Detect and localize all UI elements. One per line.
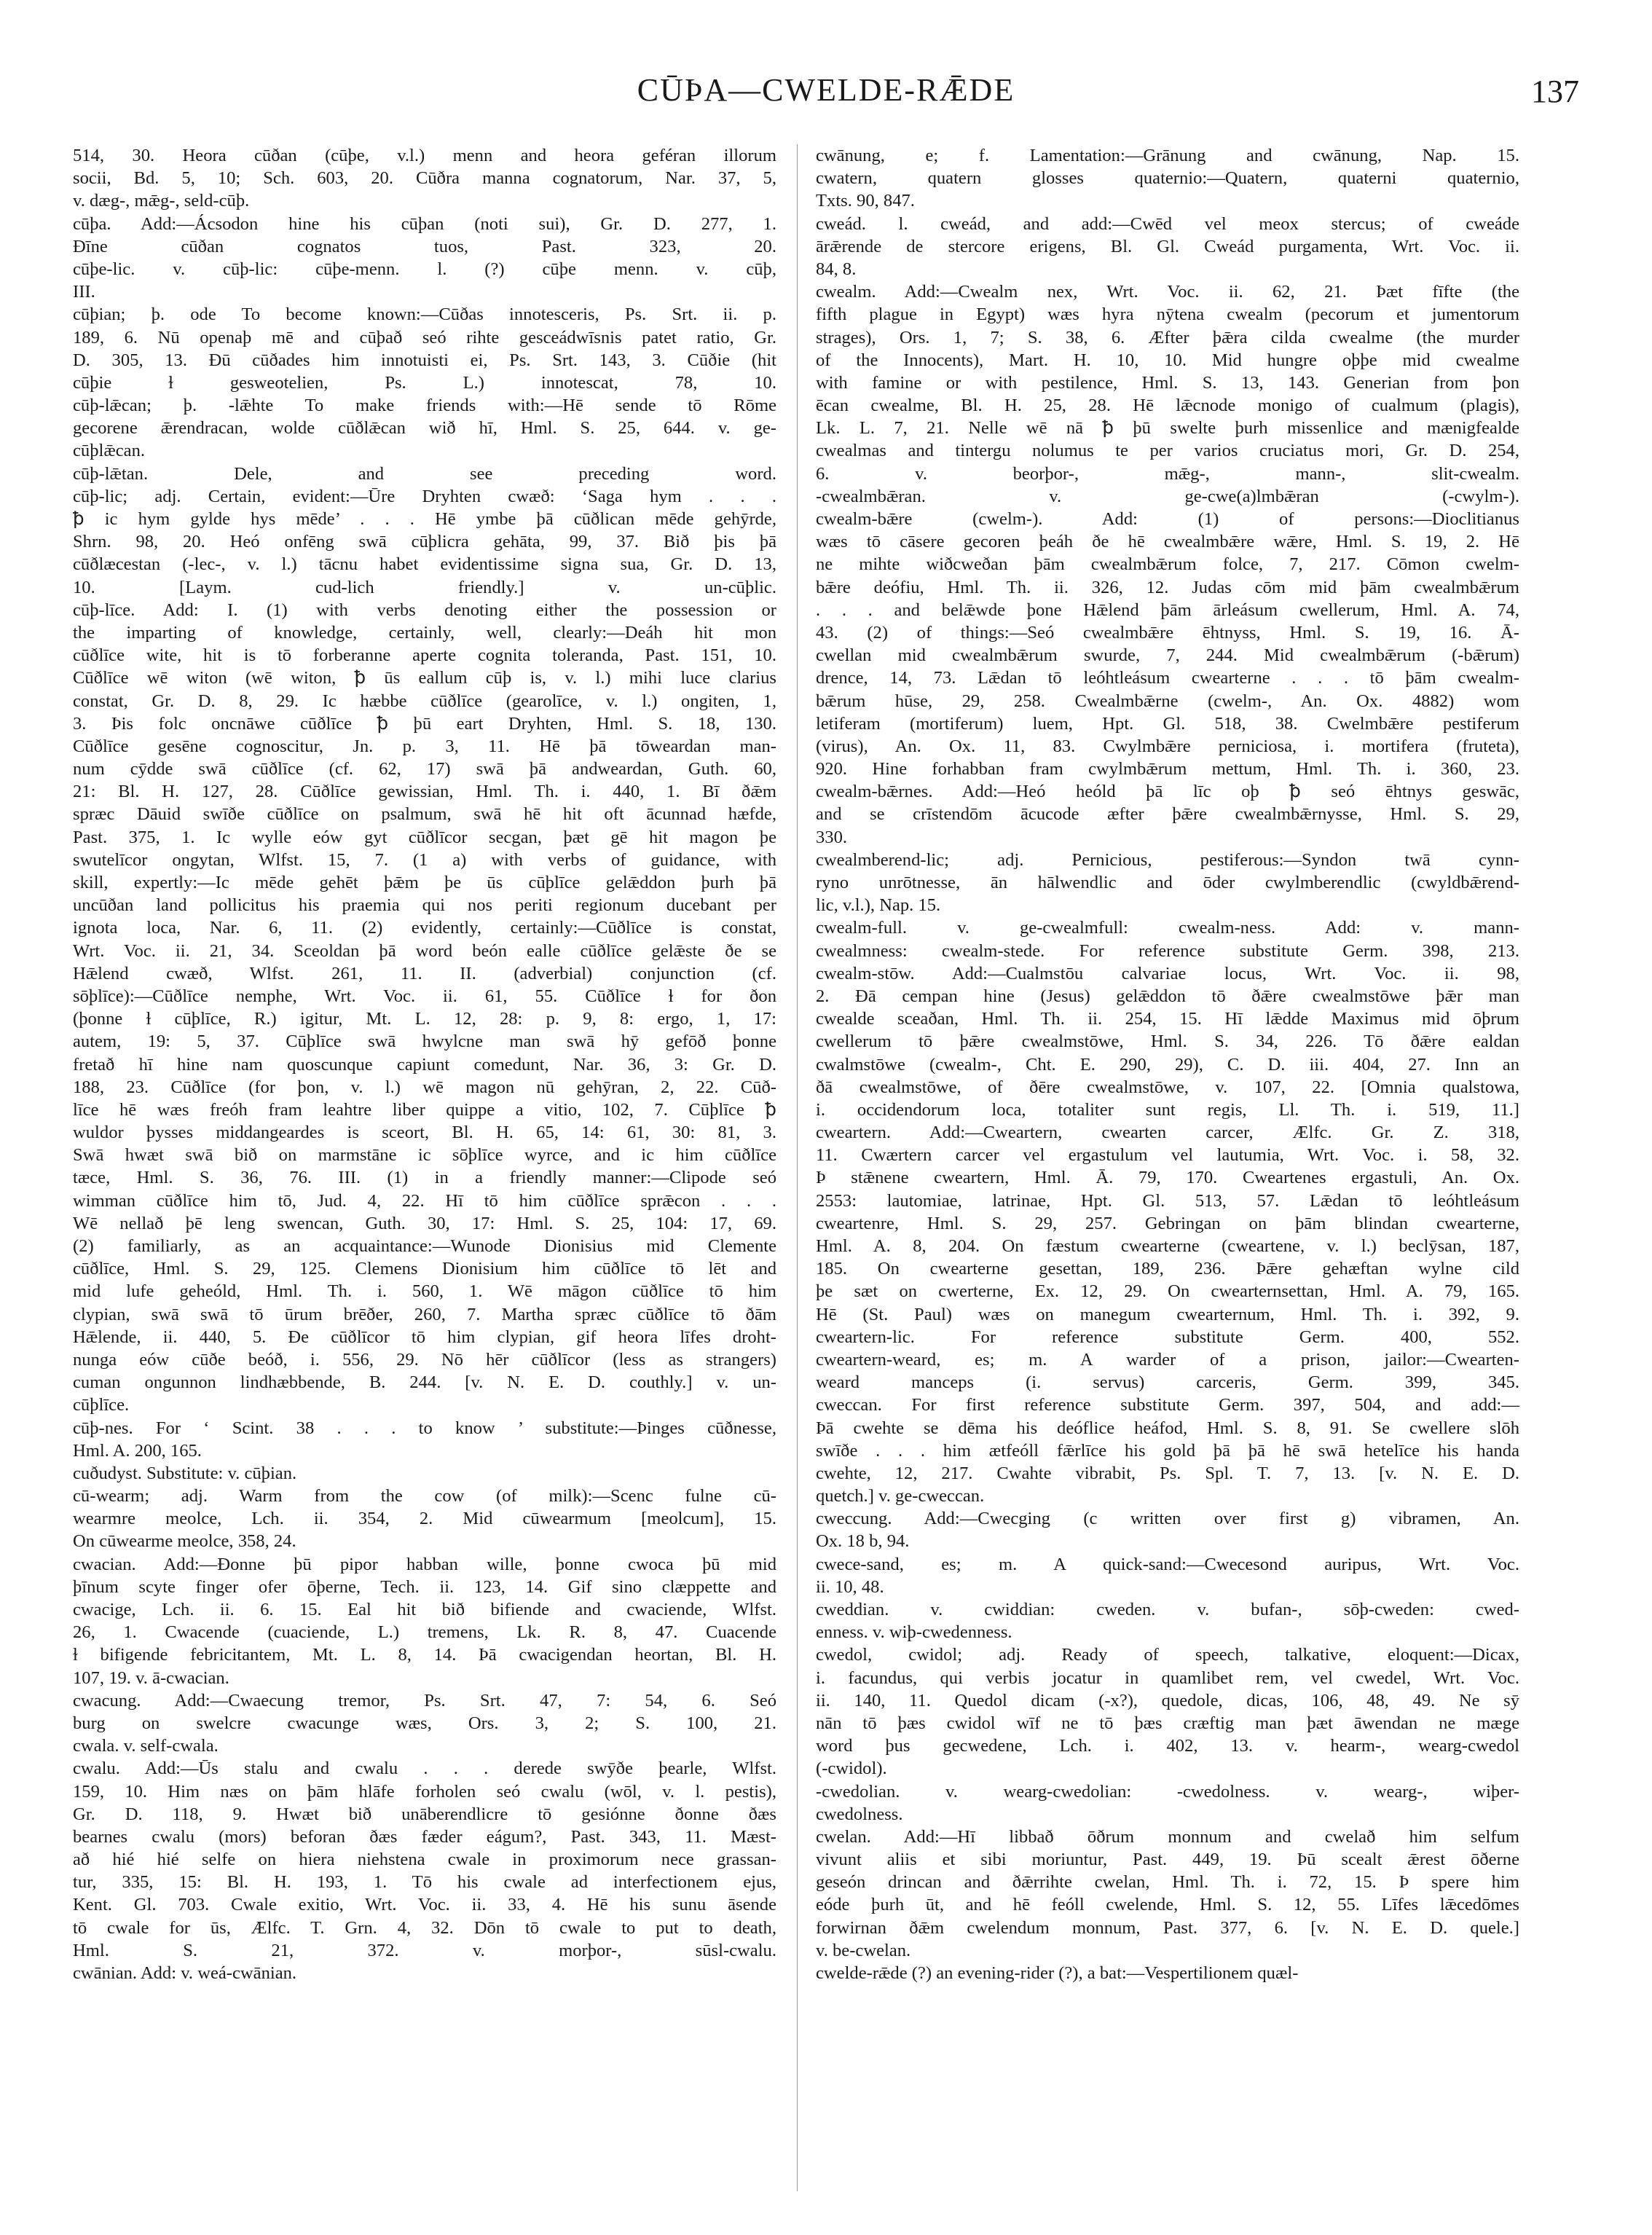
dictionary-text-line: Þā cwehte se dēma his deóflice heáfod, Hml. S. 8, 91. Se cwellere slōh: [816, 1418, 1519, 1438]
dictionary-text-line: cwealm. Add:—Cwealm nex, Wrt. Voc. ii. 62, 21. Þæt fīfte (the: [816, 282, 1519, 302]
dictionary-text-line: 11. Cwærtern carcer vel ergastulum vel lautumia, Wrt. Voc. i. 58, 32.: [816, 1145, 1519, 1166]
dictionary-text-line: fifth plague in Egypt) wæs hyra nȳtena cwealm (pecorum et jumentorum: [816, 305, 1519, 325]
dictionary-text-line: ignota loca, Nar. 6, 11. (2) evidently, certainly:—Cūðlīce is constat,: [73, 918, 776, 938]
dictionary-text-line: 185. On cwearterne gesettan, 189, 236. Þǣre gehæftan wylne cild: [816, 1259, 1519, 1279]
dictionary-text-line: cwacian. Add:—Ðonne þū pipor habban wille, þonne cwoca þū mid: [73, 1554, 776, 1574]
dictionary-text-line: v. dæg-, mǣg-, seld-cūþ.: [73, 191, 250, 211]
dictionary-text-line: cūþ-nes. For ‘ Scint. 38 . . . to know ’ substitute:—Þinges cūðnesse,: [73, 1418, 776, 1438]
dictionary-text-line: uncūðan land pollicitus his praemia qui nos periti regionum ducebant per: [73, 895, 776, 916]
dictionary-text-line: ii. 140, 11. Quedol dicam (-x?), quedole, dicas, 106, 48, 49. Ne sȳ: [816, 1690, 1519, 1710]
dictionary-text-line: Kent. Gl. 703. Cwale exitio, Wrt. Voc. ii. 33, 4. Hē his sunu āsende: [73, 1895, 776, 1915]
dictionary-text-line: constat, Gr. D. 8, 29. Ic hæbbe cūðlīce (gearolīce, v. l.) ongiten, 1,: [73, 691, 776, 711]
dictionary-text-line: līce hē wæs freóh fram leahtre liber quippe a vitio, 102, 7. Cūþlīce ꝥ: [73, 1099, 776, 1120]
dictionary-text-line: strages), Ors. 1, 7; S. 38, 6. Æfter þǣra cilda cwealme (the murder: [816, 327, 1519, 347]
dictionary-text-line: nunga eów cūðe beóð, i. 556, 29. Nō hēr cūðlīcor (less as strangers): [73, 1349, 776, 1370]
dictionary-text-line: cū-wearm; adj. Warm from the cow (of milk):—Scenc fulne cū-: [73, 1486, 776, 1507]
dictionary-text-line: wearmre meolce, Lch. ii. 354, 2. Mid cūwearmum [meolcum], 15.: [73, 1509, 776, 1529]
dictionary-text-line: cwealmberend-lic; adj. Pernicious, pestiferous:—Syndon twā cynn-: [816, 849, 1519, 870]
dictionary-text-line: 159, 10. Him næs on þām hlāfe forholen seó cwalu (wōl, v. l. pestis),: [73, 1781, 776, 1802]
dictionary-text-line: skill, expertly:—Ic mēde gehēt þǣm þe ūs cūþlīce gelǣddon þurh þā: [73, 873, 776, 892]
dictionary-text-line: III.: [73, 282, 95, 302]
dictionary-text-line: cwelde-rǣde (?) an evening-rider (?), a bat:—Vespertilionem quæl-: [816, 1963, 1299, 1983]
dictionary-text-line: 84, 8.: [816, 259, 857, 279]
dictionary-text-line: vivunt aliis et sibi moriuntur, Past. 449, 19. Þū scealt ǣrest ōðerne: [816, 1850, 1519, 1870]
dictionary-text-line: quetch.] v. ge-cweccan.: [816, 1486, 985, 1507]
dictionary-text-line: Ox. 18 b, 94.: [816, 1531, 910, 1552]
dictionary-text-line: cwealmas and tintergu nolumus te per varios cruciatus mori, Gr. D. 254,: [816, 441, 1519, 461]
dictionary-text-line: i. occidendorum loca, totaliter sunt regis, Ll. Th. i. 519, 11.]: [816, 1099, 1519, 1120]
dictionary-text-line: Cūðlīce gesēne cognoscitur, Jn. p. 3, 11. Hē þā tōweardan man-: [73, 736, 776, 756]
dictionary-text-line: Hml. A. 200, 165.: [73, 1440, 202, 1461]
dictionary-text-line: the imparting of knowledge, certainly, well, clearly:—Deáh hit mon: [73, 622, 776, 643]
dictionary-text-line: Gr. D. 118, 9. Hwæt bið unāberendlicre tō gesiónne ðonne ðæs: [73, 1804, 776, 1824]
dictionary-text-line: cwealm-stōw. Add:—Cualmstōu calvariae locus, Wrt. Voc. ii. 98,: [816, 963, 1519, 983]
dictionary-text-line: Hǣlende, ii. 440, 5. Ðe cūðlīcor tō him clypian, gif heora līfes droht-: [73, 1327, 776, 1347]
dictionary-text-line: cwala. v. self-cwala.: [73, 1736, 219, 1756]
dictionary-text-line: Wrt. Voc. ii. 21, 34. Sceoldan þā word beón ealle cūðlīce gelǣste ðe se: [73, 940, 776, 961]
dictionary-text-line: Txts. 90, 847.: [816, 191, 915, 211]
dictionary-text-line: cweartern. Add:—Cweartern, cwearten carcer, Ælfc. Gr. Z. 318,: [816, 1123, 1519, 1143]
dictionary-text-line: cwedolness.: [816, 1804, 903, 1824]
dictionary-text-line: cwellan mid cwealmbǣrum swurde, 7, 244. Mid cwealmbǣrum (-bǣrum): [816, 645, 1519, 666]
dictionary-text-line: nān tō þæs cwidol wīf ne tō þæs cræftig man þæt āwendan ne mæge: [816, 1713, 1519, 1733]
dictionary-text-line: mid lufe geheóld, Hml. Th. i. 560, 1. Wē māgon cūðlīce tō him: [73, 1281, 776, 1302]
dictionary-text-line: cwalmstōwe (cwealm-, Cht. E. 290, 29), C. D. iii. 404, 27. Inn an: [816, 1054, 1519, 1075]
dictionary-text-line: 188, 23. Cūðlīce (for þon, v. l.) wē magon nū gehȳran, 2, 22. Cūð-: [73, 1077, 776, 1097]
dictionary-text-line: cwealm-bǣrnes. Add:—Heó heóld þā līc oþ ꝥ seó ēhtnys geswāc,: [816, 782, 1519, 802]
dictionary-text-line: swīðe . . . him ætfeóll fǣrlīce his gold þā þā hē swā hetelīce his handa: [816, 1440, 1519, 1461]
dictionary-text-line: cūþe-lic. v. cūþ-lic: cūþe-menn. l. (?) cūþe menn. v. cūþ,: [73, 259, 776, 279]
dictionary-text-line: þe sæt on cwerterne, Ex. 12, 29. On cwearternsettan, Hml. A. 79, 165.: [816, 1281, 1519, 1302]
dictionary-text-line: ēcan cwealme, Bl. H. 25, 28. Hē lǣcnode monigo of cualmum (plagis),: [816, 396, 1519, 416]
dictionary-text-line: 10. [Laym. cud-lich friendly.] v. un-cūþlic.: [73, 577, 776, 597]
dictionary-text-line: cūðlīce, Hml. S. 29, 125. Clemens Dionisium him cūðlīce tō lēt and: [73, 1259, 776, 1279]
dictionary-text-line: ārǣrende de stercore erigens, Bl. Gl. Cweád purgamenta, Wrt. Voc. ii.: [816, 236, 1519, 256]
dictionary-text-line: cūþlīce.: [73, 1395, 130, 1415]
dictionary-text-line: cweartenre, Hml. S. 29, 257. Gebringan on þām blindan cwearterne,: [816, 1213, 1519, 1233]
dictionary-text-line: Swā hwæt swā bið on marmstāne ic sōþlīce wyrce, and ic him cūðlīce: [73, 1145, 776, 1166]
dictionary-text-line: tō cwale for ūs, Ælfc. T. Grn. 4, 32. Dōn tō cwale to put to death,: [73, 1917, 776, 1938]
dictionary-text-line: (virus), An. Ox. 11, 83. Cwylmbǣre perniciosa, i. mortifera (fruteta),: [816, 736, 1519, 756]
dictionary-text-line: cuðudyst. Substitute: v. cūþian.: [73, 1463, 297, 1483]
dictionary-text-line: 21: Bl. H. 127, 28. Cūðlīce gewissian, Hml. Th. i. 440, 1. Bī ðǣm: [73, 782, 776, 802]
dictionary-text-line: Hǣlend cwæð, Wlfst. 261, 11. II. (adverbial) conjunction (cf.: [73, 963, 776, 983]
dictionary-text-line: cwacige, Lch. ii. 6. 15. Eal hit bið bifiende and cwaciende, Wlfst.: [73, 1600, 776, 1619]
dictionary-text-line: cwedol, cwidol; adj. Ready of speech, talkative, eloquent:—Dicax,: [816, 1645, 1519, 1665]
dictionary-text-line: (þonne ɫ cūþlīce, R.) igitur, Mt. L. 12, 28: p. 9, 8: ergo, 1, 17:: [73, 1009, 776, 1029]
dictionary-text-line: spræc Dāuid swīðe cūðlīce on psalmum, swā hē hit oft ācunnad hæfde,: [73, 804, 776, 825]
dictionary-text-line: tæce, Hml. S. 36, 76. III. (1) in a friendly manner:—Clipode seó: [73, 1168, 776, 1188]
dictionary-text-line: Hml. S. 21, 372. v. morþor-, sūsl-cwalu.: [73, 1940, 776, 1960]
dictionary-text-line: Past. 375, 1. Ic wylle eów gyt cūðlīcor secgan, þæt gē hit magon þe: [73, 827, 776, 847]
dictionary-text-line: 189, 6. Nū openaþ mē and cūþað seó rihte gesceádwīsnis patet ratio, Gr.: [73, 327, 776, 347]
dictionary-text-line: Wē nellað þē leng swencan, Guth. 30, 17: Hml. S. 25, 104: 17, 69.: [73, 1213, 776, 1233]
dictionary-text-line: (2) familiarly, as an acquaintance:—Wunode Dionisius mid Clemente: [73, 1236, 776, 1256]
dictionary-text-line: cuman ongunnon lindhæbbende, B. 244. [v. N. E. D. couthly.] v. un-: [73, 1372, 776, 1393]
dictionary-text-line: letiferam (mortiferum) luem, Hpt. Gl. 518, 38. Cwelmbǣre pestiferum: [816, 713, 1519, 734]
dictionary-text-line: D. 305, 13. Ðū cūðades him innotuisti ei, Ps. Srt. 143, 3. Cūðie (hit: [73, 350, 776, 370]
dictionary-text-line: 43. (2) of things:—Seó cwealmbǣre ēhtnyss, Hml. S. 19, 16. Ā-: [816, 622, 1519, 643]
dictionary-text-line: ryno unrōtnesse, ān hālwendlic and ōder cwylmberendlic (cwyldbǣrend-: [816, 873, 1519, 892]
dictionary-text-line: gecorene ǣrendracan, wolde cūðlǣcan wið hī, Hml. S. 25, 644. v. ge-: [73, 418, 776, 439]
dictionary-text-line: fretað hī hine nam quoscunque capiunt comedunt, Nar. 36, 3: Gr. D.: [73, 1054, 776, 1075]
dictionary-text-line: cwalu. Add:—Ūs stalu and cwalu . . . derede swȳðe þearle, Wlfst.: [73, 1759, 776, 1779]
dictionary-text-line: cweád. l. cweád, and add:—Cwēd vel meox stercus; of cweáde: [816, 213, 1519, 234]
dictionary-text-line: cwellerum tō þǣre cwealmstōwe, Hml. S. 34, 226. Tō ðǣre ealdan: [816, 1032, 1519, 1052]
dictionary-text-line: ɫ bifigende febricitantem, Mt. L. 8, 14. Þā cwacigendan heortan, Bl. H.: [73, 1645, 776, 1665]
dictionary-text-line: cūþa. Add:—Ácsodon hine his cūþan (noti sui), Gr. D. 277, 1.: [73, 213, 776, 234]
dictionary-text-line: word þus gecwedene, Lch. i. 402, 13. v. hearm-, wearg-cwedol: [816, 1736, 1519, 1756]
dictionary-text-line: wæs tō cāsere gecoren þeáh ðe hē cwealmbǣre wǣre, Hml. S. 19, 2. Hē: [816, 532, 1519, 552]
dictionary-text-line: Shrn. 98, 20. Heó onfēng swā cūþlicra gehāta, 99, 37. Bið þis þā: [73, 532, 776, 552]
dictionary-text-line: cūþ-lǣtan. Dele, and see preceding word.: [73, 463, 776, 484]
dictionary-text-line: 3. Þis folc oncnāwe cūðlīce ꝥ þū eart Dryhten, Hml. S. 18, 130.: [73, 713, 776, 734]
dictionary-text-line: bearnes cwalu (mors) beforan ðæs fæder eágum?, Past. 343, 11. Mæst-: [73, 1826, 776, 1847]
page-header: [73, 67, 1579, 118]
left-column: [73, 144, 776, 2191]
dictionary-text-line: -cwedolian. v. wearg-cwedolian: -cwedolness. v. wearg-, wiþer-: [816, 1781, 1519, 1802]
dictionary-text-line: cwelan. Add:—Hī libbað ōðrum monnum and cwelað him selfum: [816, 1826, 1519, 1847]
dictionary-text-line: cūþie ɫ gesweotelien, Ps. L.) innotescat, 78, 10.: [73, 372, 776, 393]
right-column: [816, 144, 1519, 2191]
dictionary-text-line: cweccung. Add:—Cwecging (c written over first g) vibramen, An.: [816, 1509, 1519, 1529]
dictionary-text-line: . . . and belǣwde þone Hǣlend þām ārleásum cwellerum, Hml. A. 74,: [816, 600, 1519, 620]
dictionary-text-line: clypian, swā swā tō ūrum brēðer, 260, 7. Martha spræc cūðlīce tō ðām: [73, 1304, 776, 1324]
dictionary-text-line: að hié hié selfe on hiera niehstena cwale in proximorum nece grassan-: [73, 1850, 776, 1870]
dictionary-text-line: bǣre deófiu, Hml. Th. ii. 326, 12. Judas cōm mid þām cwealmbǣrum: [816, 577, 1519, 597]
dictionary-text-line: 514, 30. Heora cūðan (cūþe, v.l.) menn and heora geféran illorum: [73, 146, 776, 165]
dictionary-text-line: drence, 14, 73. Lǣdan tō leóhtleásum cwearterne . . . tō þām cwealm-: [816, 668, 1519, 688]
dictionary-text-line: cwealmness: cwealm-stede. For reference substitute Germ. 398, 213.: [816, 940, 1519, 961]
dictionary-text-line: autem, 19: 5, 37. Cūþlīce swā hwylcne man swā hȳ gefōð þonne: [73, 1032, 776, 1052]
dictionary-text-line: 920. Hine forhabban fram cwylmbǣrum mettum, Hml. Th. i. 360, 23.: [816, 759, 1519, 779]
dictionary-text-line: cūþ-līce. Add: I. (1) with verbs denoting either the possession or: [73, 600, 776, 620]
dictionary-text-line: 6. v. beorþor-, mǣg-, mann-, slit-cwealm.: [816, 463, 1519, 484]
dictionary-text-line: cūðlīce wite, hit is tō forberanne aperte cognita toleranda, Past. 151, 10.: [73, 645, 776, 666]
dictionary-text-line: cūðlæcestan (-lec-, v. l.) tācnu habet evidentissime signa sua, Gr. D. 13,: [73, 554, 776, 575]
dictionary-text-line: Þ stǣnene cweartern, Hml. Ā. 79, 170. Cweartenes ergastuli, An. Ox.: [816, 1168, 1519, 1188]
dictionary-text-line: cūþ-lic; adj. Certain, evident:—Ūre Dryhten cwæð: ‘Saga hym . . .: [73, 486, 776, 506]
dictionary-text-line: with famine or with pestilence, Hml. S. 13, 143. Generian from þon: [816, 372, 1519, 393]
column-divider: [797, 144, 798, 2191]
dictionary-text-line: v. be-cwelan.: [816, 1940, 911, 1960]
dictionary-text-line: ðā cwealmstōwe, of ðēre cwealmstōwe, v. 107, 22. [Omnia qualstowa,: [816, 1077, 1519, 1097]
dictionary-text-line: cwānian. Add: v. weá-cwānian.: [73, 1963, 297, 1983]
running-title: CŪÞA—CWELDE-RǢDE: [637, 72, 1015, 108]
dictionary-text-line: 2553: lautomiae, latrinae, Hpt. Gl. 513, 57. Lǣdan tō leóhtleásum: [816, 1190, 1519, 1211]
dictionary-text-line: Hē (St. Paul) wæs on manegum cwearternum, Hml. Th. i. 392, 9.: [816, 1304, 1519, 1324]
dictionary-text-line: swutelīcor ongytan, Wlfst. 15, 7. (1 a) with verbs of guidance, with: [73, 849, 776, 870]
dictionary-text-line: cwealm-bǣre (cwelm-). Add: (1) of persons:—Dioclitianus: [816, 509, 1519, 529]
dictionary-text-line: ii. 10, 48.: [816, 1576, 884, 1597]
dictionary-text-line: 330.: [816, 827, 848, 847]
dictionary-text-line: þīnum scyte finger ofer ōþerne, Tech. ii. 123, 14. Gif sino clæppette and: [73, 1576, 776, 1597]
dictionary-text-line: wimman cūðlīce him tō, Jud. 4, 22. Hī tō him cūðlīce sprǣcon . . .: [73, 1190, 776, 1211]
dictionary-text-line: cwealde sceaðan, Hml. Th. ii. 254, 15. Hī lǣdde Maximus mid ōþrum: [816, 1009, 1519, 1029]
dictionary-text-line: and se crīstendōm ācucode æfter þǣre cwealmbǣrnysse, Hml. S. 29,: [816, 804, 1519, 825]
dictionary-text-line: 26, 1. Cwacende (cuaciende, L.) tremens, Lk. R. 8, 47. Cuacende: [73, 1622, 776, 1643]
dictionary-text-line: cwacung. Add:—Cwaecung tremor, Ps. Srt. 47, 7: 54, 6. Seó: [73, 1690, 776, 1710]
dictionary-text-line: On cūwearme meolce, 358, 24.: [73, 1531, 296, 1552]
dictionary-text-line: cwehte, 12, 217. Cwahte vibrabit, Ps. Spl. T. 7, 13. [v. N. E. D.: [816, 1463, 1519, 1483]
dictionary-text-line: cwatern, quatern glosses quaternio:—Quatern, quaterni quaternio,: [816, 168, 1519, 189]
dictionary-text-line: socii, Bd. 5, 10; Sch. 603, 20. Cūðra manna cognatorum, Nar. 37, 5,: [73, 168, 776, 189]
dictionary-text-line: num cȳdde swā cūðlīce (cf. 62, 17) swā þā andweardan, Guth. 60,: [73, 759, 776, 779]
dictionary-text-line: bǣrum hūse, 29, 258. Cwealmbǣrne (cwelm-, An. Ox. 4882) wom: [816, 691, 1519, 711]
dictionary-text-line: eóde þurh ūt, and hē feóll cwelende, Hml. S. 12, 55. Līfes lǣcedōmes: [816, 1895, 1519, 1915]
dictionary-text-line: of the Innocents), Mart. H. 10, 10. Mid hungre oþþe mid cwealme: [816, 350, 1519, 370]
dictionary-text-line: cūþ-lǣcan; þ. -lǣhte To make friends with:—Hē sende tō Rōme: [73, 396, 776, 416]
dictionary-text-line: enness. v. wiþ-cwedenness.: [816, 1622, 1012, 1643]
dictionary-text-line: cwānung, e; f. Lamentation:—Grānung and cwānung, Nap. 15.: [816, 146, 1519, 165]
dictionary-text-line: burg on swelcre cwacunge wæs, Ors. 3, 2; S. 100, 21.: [73, 1713, 776, 1733]
dictionary-text-line: (-cwidol).: [816, 1759, 887, 1779]
dictionary-text-line: cwealm-full. v. ge-cwealmfull: cwealm-ness. Add: v. mann-: [816, 918, 1519, 938]
dictionary-text-line: cweartern-weard, es; m. A warder of a prison, jailor:—Cwearten-: [816, 1349, 1519, 1370]
dictionary-text-line: -cwealmbǣran. v. ge-cwe(a)lmbǣran (-cwylm-).: [816, 486, 1519, 506]
page-number: 137: [1531, 74, 1579, 109]
dictionary-text-line: Hml. A. 8, 204. On fæstum cwearterne (cweartene, v. l.) beclȳsan, 187,: [816, 1236, 1519, 1256]
dictionary-text-line: 107, 19. v. ā-cwacian.: [73, 1668, 229, 1688]
dictionary-text-line: i. facundus, qui verbis jocatur in quamlibet rem, vel cwedel, Wrt. Voc.: [816, 1668, 1519, 1688]
dictionary-text-line: sōþlīce):—Cūðlīce nemphe, Wrt. Voc. ii. 61, 55. Cūðlīce ɫ for ðon: [73, 986, 776, 1006]
dictionary-text-line: cweddian. v. cwiddian: cweden. v. bufan-, sōþ-cweden: cwed-: [816, 1600, 1519, 1619]
dictionary-text-line: 2. Ðā cempan hine (Jesus) gelǣddon tō ðǣre cwealmstōwe þǣr man: [816, 986, 1519, 1006]
dictionary-text-line: ꝥ ic hym gylde hys mēde’ . . . Hē ymbe þā cūðlican mēde gehȳrde,: [73, 509, 776, 529]
dictionary-text-line: cūþian; þ. ode To become known:—Cūðas innotesceris, Ps. Srt. ii. p.: [73, 305, 776, 325]
dictionary-text-line: cwece-sand, es; m. A quick-sand:—Cwecesond auripus, Wrt. Voc.: [816, 1554, 1519, 1574]
dictionary-text-line: lic, v.l.), Nap. 15.: [816, 895, 941, 916]
dictionary-text-line: Lk. L. 7, 21. Nelle wē nā ꝥ þū swelte þurh missenlice and mænigfealde: [816, 418, 1519, 439]
dictionary-text-line: cūþlǣcan.: [73, 441, 146, 461]
dictionary-text-line: cweartern-lic. For reference substitute Germ. 400, 552.: [816, 1327, 1519, 1347]
dictionary-text-line: tur, 335, 15: Bl. H. 193, 1. Tō his cwale ad interfectionem ejus,: [73, 1872, 776, 1893]
dictionary-text-line: Cūðlīce wē witon (wē witon, ꝥ ūs eallum cūþ is, v. l.) mihi luce clarius: [73, 668, 776, 688]
dictionary-text-line: Ðīne cūðan cognatos tuos, Past. 323, 20.: [73, 236, 776, 256]
dictionary-text-line: weard manceps (i. servus) carceris, Germ. 399, 345.: [816, 1372, 1519, 1393]
dictionary-text-line: forwirnan ðǣm cwelendum monnum, Past. 377, 6. [v. N. E. D. quele.]: [816, 1917, 1519, 1938]
dictionary-text-line: ne mihte wiðcweðan þām cwealmbǣrum folce, 7, 217. Cōmon cwelm-: [816, 554, 1519, 575]
dictionary-text-line: wuldor þysses middangeardes is sceort, Bl. H. 65, 14: 61, 30: 81, 3.: [73, 1123, 776, 1143]
dictionary-text-line: geseón drincan and ðǣrrihte cwelan, Hml. Th. i. 72, 15. Þ spere him: [816, 1872, 1519, 1893]
dictionary-text-line: cweccan. For first reference substitute Germ. 397, 504, and add:—: [816, 1395, 1519, 1415]
